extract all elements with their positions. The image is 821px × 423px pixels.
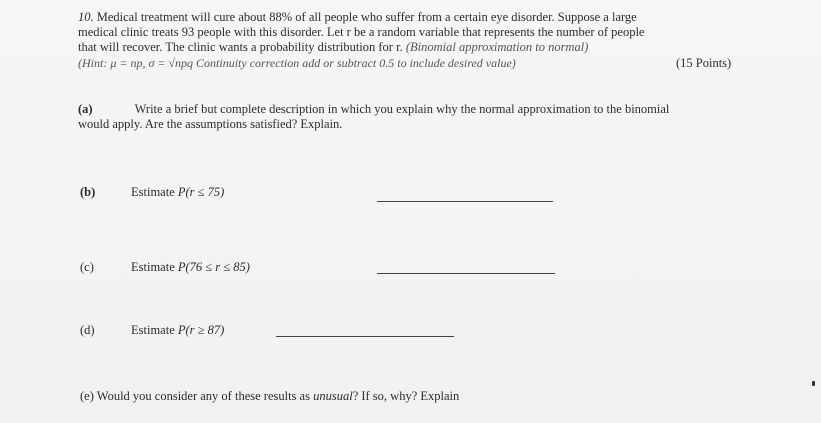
- part-a-label: (a): [78, 102, 93, 116]
- part-b-label: (b): [80, 185, 96, 199]
- question-text-3a: that will recover. The clinic wants a probability distribution for r.: [78, 40, 403, 54]
- part-c-answer-line[interactable]: [377, 273, 555, 274]
- part-c-expression: P(76 ≤ r ≤ 85): [177, 260, 250, 274]
- question-line-1: [78, 10, 637, 24]
- part-e-text: [80, 389, 459, 403]
- part-a-text-1: Write a brief but complete description in which you explain why the normal approximation to the binomial: [134, 102, 670, 116]
- stray-mark: [812, 381, 815, 386]
- hint-text: (Hint: μ = np, σ = √npq Continuity correction add or subtract 0.5 to include desired value): [78, 56, 516, 70]
- approximation-note: (Binomial approximation to normal): [405, 40, 589, 54]
- part-c-label: (c): [80, 260, 94, 274]
- part-e-suffix: ? If so, why? Explain: [352, 389, 460, 403]
- part-d-prefix: Estimate: [131, 323, 178, 337]
- part-d-text: [131, 323, 224, 337]
- part-a-line-1: [78, 102, 669, 116]
- part-c-prefix: Estimate: [131, 260, 178, 274]
- part-c-text: [131, 260, 250, 274]
- part-b-answer-line[interactable]: [377, 201, 553, 202]
- part-b-prefix: Estimate: [131, 185, 178, 199]
- part-d-expression: P(r ≥ 87): [177, 323, 225, 337]
- part-e-unusual: unusual: [313, 389, 353, 403]
- points-label: (15 Points): [676, 56, 732, 70]
- part-d-label: (d): [80, 323, 95, 337]
- part-d-answer-line[interactable]: [276, 336, 454, 337]
- part-b-text: [131, 185, 224, 199]
- part-b-expression: P(r ≤ 75): [177, 185, 225, 199]
- question-line-2: medical clinic treats 93 people with this disorder. Let r be a random variable that represents the number of people: [78, 25, 645, 39]
- question-line-3: [78, 40, 588, 54]
- question-text-1: Medical treatment will cure about 88% of all people who suffer from a certain eye disorder. Suppose a large: [96, 10, 637, 24]
- part-e-prefix: (e) Would you consider any of these results as: [80, 389, 314, 403]
- part-a-text-2: would apply. Are the assumptions satisfied? Explain.: [78, 117, 343, 131]
- question-number: 10.: [78, 10, 94, 24]
